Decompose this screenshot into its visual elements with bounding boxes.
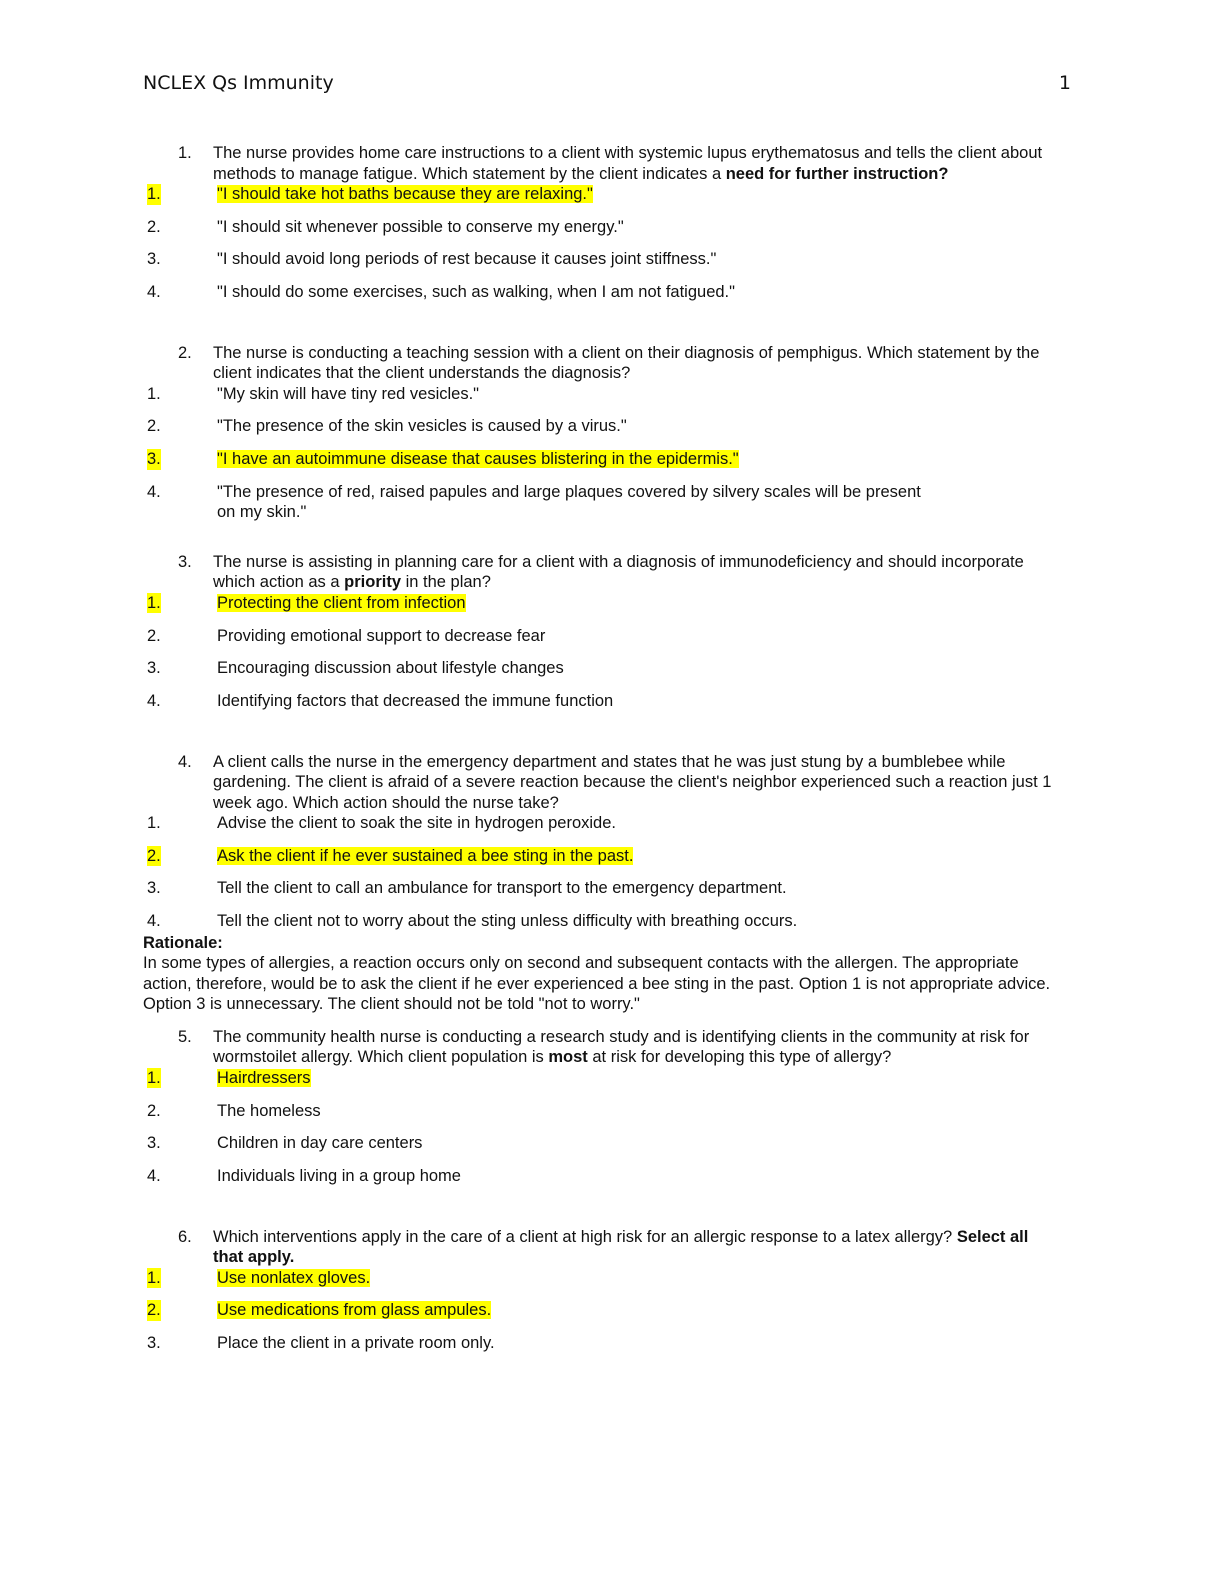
option-label: Encouraging discussion about lifestyle changes — [217, 659, 564, 678]
option-label: Identifying factors that decreased the immune function — [217, 691, 614, 710]
option-label: Protecting the client from infection — [217, 593, 466, 612]
option-number: 2. — [147, 1301, 161, 1320]
page-number: 1 — [1058, 72, 1071, 94]
spacer — [0, 1015, 1224, 1027]
option-text — [217, 249, 716, 270]
question-stem — [178, 343, 1063, 384]
stem-text: The nurse is conducting a teaching session with a client on their diagnosis of pemphigus. Which statement by the client indicates that the client understands the diagnosis? — [213, 343, 1040, 383]
question-number: 1. — [178, 144, 192, 162]
option-label: "The presence of red, raised papules and large plaques covered by silvery scales will be present on my skin." — [217, 482, 921, 522]
answer-option — [0, 384, 1224, 417]
answer-option — [0, 249, 1224, 282]
stem-text: The nurse provides home care instructions to a client with systemic lupus erythematosus and tells the client about methods to manage fatigue. Which statement by the client indicates a — [213, 144, 1043, 183]
stem-emphasis: Select all that apply. — [213, 1227, 1029, 1267]
option-label: The homeless — [217, 1101, 321, 1120]
option-number: 3. — [147, 1333, 161, 1352]
answer-option — [0, 691, 1224, 724]
answer-option — [0, 416, 1224, 449]
answer-option — [0, 1300, 1224, 1333]
rationale-title: Rationale: — [143, 933, 223, 952]
stem-emphasis: most — [548, 1048, 588, 1067]
option-label: Place the client in a private room only. — [217, 1333, 495, 1352]
option-number: 4. — [147, 691, 161, 710]
option-label: "I have an autoimmune disease that causes blistering in the epidermis." — [217, 450, 739, 469]
option-number: 4. — [147, 283, 161, 302]
question-stem — [178, 552, 1063, 593]
option-number: 2. — [147, 417, 161, 436]
option-label: "I should avoid long periods of rest because it causes joint stiffness." — [217, 250, 717, 269]
stem-text: A client calls the nurse in the emergency department and states that he was just stung by a bumblebee while gardening. The client is afraid of a severe reaction because the client's neighbor experienced such a reaction just 1 week ago. Which action should the nurse take? — [213, 752, 1052, 812]
option-number: 1. — [147, 185, 161, 203]
option-label: "I should do some exercises, such as walking, when I am not fatigued." — [217, 283, 735, 302]
option-number: 1. — [147, 384, 161, 403]
option-label: "I should take hot baths because they are relaxing." — [217, 185, 593, 203]
option-number: 3. — [147, 879, 161, 898]
option-label: Use medications from glass ampules. — [217, 1301, 492, 1320]
correct-answer-text — [217, 846, 633, 867]
option-label: Tell the client to call an ambulance for transport to the emergency department. — [217, 879, 787, 898]
answer-option — [0, 184, 1224, 217]
question-stem — [178, 143, 1063, 184]
answer-option — [0, 911, 1224, 944]
option-number: 2. — [147, 1101, 161, 1120]
option-number: 3. — [147, 250, 161, 269]
option-text — [217, 878, 787, 899]
option-number: 3. — [147, 659, 161, 678]
answer-option — [0, 1068, 1224, 1101]
document-title: NCLEX Qs Immunity — [143, 72, 334, 94]
answer-option — [0, 1133, 1224, 1166]
answer-option — [0, 217, 1224, 250]
option-text — [217, 911, 797, 932]
option-number: 2. — [147, 217, 161, 236]
stem-emphasis: need for further instruction? — [725, 164, 949, 183]
answer-option — [0, 658, 1224, 691]
option-label: Ask the client if he ever sustained a bee sting in the past. — [217, 846, 634, 865]
option-label: "I should sit whenever possible to conserve my energy." — [217, 217, 624, 236]
spacer — [0, 1199, 1224, 1227]
option-label: Advise the client to soak the site in hydrogen peroxide. — [217, 814, 616, 833]
question-number: 3. — [178, 552, 192, 571]
option-number: 1. — [147, 1068, 161, 1087]
answer-option — [0, 449, 1224, 482]
answer-option — [0, 282, 1224, 315]
option-label: Hairdressers — [217, 1068, 311, 1087]
option-label: Use nonlatex gloves. — [217, 1268, 371, 1287]
correct-answer-text — [217, 1300, 491, 1321]
answer-option — [0, 813, 1224, 846]
option-number: 3. — [147, 450, 161, 469]
question-stem — [178, 752, 1063, 814]
page-header — [143, 72, 1071, 100]
option-label: Individuals living in a group home — [217, 1166, 461, 1185]
option-number: 4. — [147, 482, 161, 501]
stem-text: Which interventions apply in the care of a client at high risk for an allergic response to a latex allergy? — [213, 1227, 957, 1246]
option-number: 2. — [147, 626, 161, 645]
option-number: 4. — [147, 1166, 161, 1185]
option-text — [217, 416, 627, 437]
option-label: "The presence of the skin vesicles is caused by a virus." — [217, 417, 627, 436]
question-number: 2. — [178, 343, 192, 362]
stem-emphasis: priority — [344, 573, 401, 592]
document-body — [0, 143, 1224, 1366]
question-number: 5. — [178, 1027, 192, 1046]
option-label: Tell the client not to worry about the sting unless difficulty with breathing occurs. — [217, 912, 798, 931]
option-number: 4. — [147, 912, 161, 931]
option-text — [217, 1101, 321, 1122]
rationale-text: In some types of allergies, a reaction occurs only on second and subsequent contacts with the allergen. The appropriate action, therefore, would be to ask the client if he ever experienced a bee sting in the past. Option 1 is not appropriate advice. Option 3 is unnecessary. The client should not be told "not to worry." — [143, 954, 1051, 1014]
option-text — [217, 384, 479, 405]
question-number: 6. — [178, 1227, 192, 1246]
option-text — [217, 658, 564, 679]
option-text — [217, 482, 937, 523]
correct-answer-text — [217, 1068, 311, 1089]
answer-option — [0, 878, 1224, 911]
option-text — [217, 813, 616, 834]
stem-text: in the plan? — [401, 573, 491, 592]
answer-option — [0, 1333, 1224, 1366]
option-number: 3. — [147, 1134, 161, 1153]
answer-option — [0, 626, 1224, 659]
spacer — [0, 315, 1224, 343]
question-number: 4. — [178, 752, 192, 771]
option-text — [217, 691, 613, 712]
spacer — [0, 524, 1224, 552]
option-text — [217, 1133, 422, 1154]
option-text — [217, 1333, 495, 1354]
option-number: 2. — [147, 846, 161, 865]
correct-answer-text — [217, 184, 593, 205]
answer-option — [0, 1268, 1224, 1301]
correct-answer-text — [217, 1268, 370, 1289]
stem-text: The community health nurse is conducting a research study and is identifying clients in the community at risk for wormstoilet allergy. Which client population is — [213, 1027, 1030, 1067]
question-stem — [178, 1027, 1063, 1068]
answer-option — [0, 593, 1224, 626]
answer-option — [0, 846, 1224, 879]
correct-answer-text — [217, 449, 739, 470]
option-label: Providing emotional support to decrease fear — [217, 626, 546, 645]
question-stem — [178, 1227, 1063, 1268]
option-label: "My skin will have tiny red vesicles." — [217, 384, 480, 403]
option-label: Children in day care centers — [217, 1134, 423, 1153]
option-text — [217, 217, 624, 238]
option-text — [217, 626, 545, 647]
correct-answer-text — [217, 593, 466, 614]
answer-option — [0, 482, 1224, 524]
option-number: 1. — [147, 1268, 161, 1287]
answer-option — [0, 1101, 1224, 1134]
option-text — [217, 1166, 461, 1187]
stem-text: at risk for developing this type of allergy? — [587, 1048, 892, 1067]
rationale-block — [143, 933, 1068, 1015]
option-text — [217, 282, 735, 303]
option-number: 1. — [147, 593, 161, 612]
answer-option — [0, 1166, 1224, 1199]
spacer — [0, 724, 1224, 752]
option-number: 1. — [147, 814, 161, 833]
stem-text: The nurse is assisting in planning care for a client with a diagnosis of immunodeficiency and should incorporate which action as a — [213, 552, 1024, 592]
